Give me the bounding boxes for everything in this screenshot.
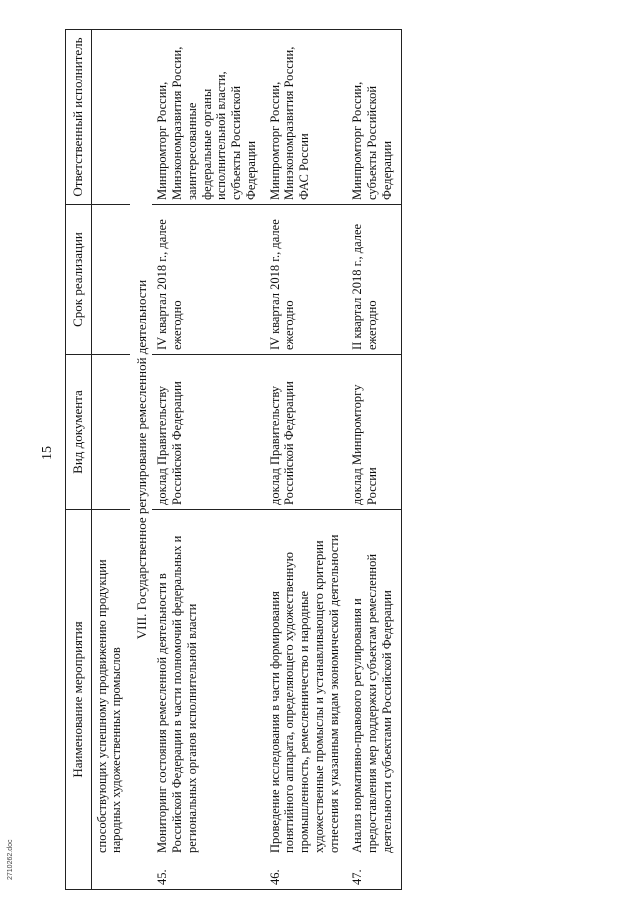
measures-table: [65, 29, 402, 890]
row-name: Проведение исследования в части формирования понятийного аппарата, определяющего художественную промышленность, ремесленничество и народные художественные промыслы и устанавливающего критерии отнесения к указанным видам экономической деятельности: [267, 534, 341, 853]
page-number: 15: [40, 446, 55, 460]
cell-responsible: Минпромторг России, Минэкономразвития России, ФАС России: [265, 30, 348, 205]
continuation-text: способствующих успешному продвижению продукции народных художественных промыслов: [91, 510, 130, 890]
rotated-table-page: [65, 30, 625, 890]
cell-name: [347, 510, 401, 890]
continuation-row: [91, 30, 130, 890]
cell-responsible: Минпромторг России, субъекты Российской Федерации: [347, 30, 401, 205]
table-row: [152, 30, 264, 890]
header-name: Наименование мероприятия: [66, 510, 92, 890]
cell-doc-type: доклад Правительству Российской Федерации: [152, 355, 264, 510]
header-doc-type: Вид документа: [66, 355, 92, 510]
cell-term: IV квартал 2018 г., далее ежегодно: [265, 205, 348, 355]
header-responsible: Ответственный исполнитель: [66, 30, 92, 205]
cell-name: [152, 510, 264, 890]
header-term: Срок реализации: [66, 205, 92, 355]
cell-doc-type: доклад Правительству Российской Федерации: [265, 355, 348, 510]
empty-cell: [91, 355, 130, 510]
row-name: Анализ нормативно-правового регулирования и предоставления мер поддержки субъектам ремесленной деятельности субъектами Российской Федерации: [350, 553, 394, 853]
table-row: [347, 30, 401, 890]
empty-cell: [91, 205, 130, 355]
row-number: 46.: [267, 869, 282, 885]
section-title: VIII. Государственное регулирование ремесленной деятельности: [130, 30, 152, 890]
row-number: 45.: [155, 869, 170, 885]
cell-term: IV квартал 2018 г., далее ежегодно: [152, 205, 264, 355]
section-row: [130, 30, 152, 890]
empty-cell: [91, 30, 130, 205]
cell-name: [265, 510, 348, 890]
footer-file-code: 2710262.doc: [7, 839, 14, 880]
table-row: [265, 30, 348, 890]
row-name: Мониторинг состояния ремесленной деятельности в Российской Федерации в части полномочий федеральных и региональных органов исполнительной власти: [155, 535, 199, 853]
cell-responsible: Минпромторг России, Минэкономразвития России, заинтересованные федеральные органы исполнительной власти, субъекты Российской Федерации: [152, 30, 264, 205]
row-number: 47.: [350, 869, 365, 885]
cell-term: II квартал 2018 г., далее ежегодно: [347, 205, 401, 355]
cell-doc-type: доклад Минпромторгу России: [347, 355, 401, 510]
table-header-row: [66, 30, 92, 890]
